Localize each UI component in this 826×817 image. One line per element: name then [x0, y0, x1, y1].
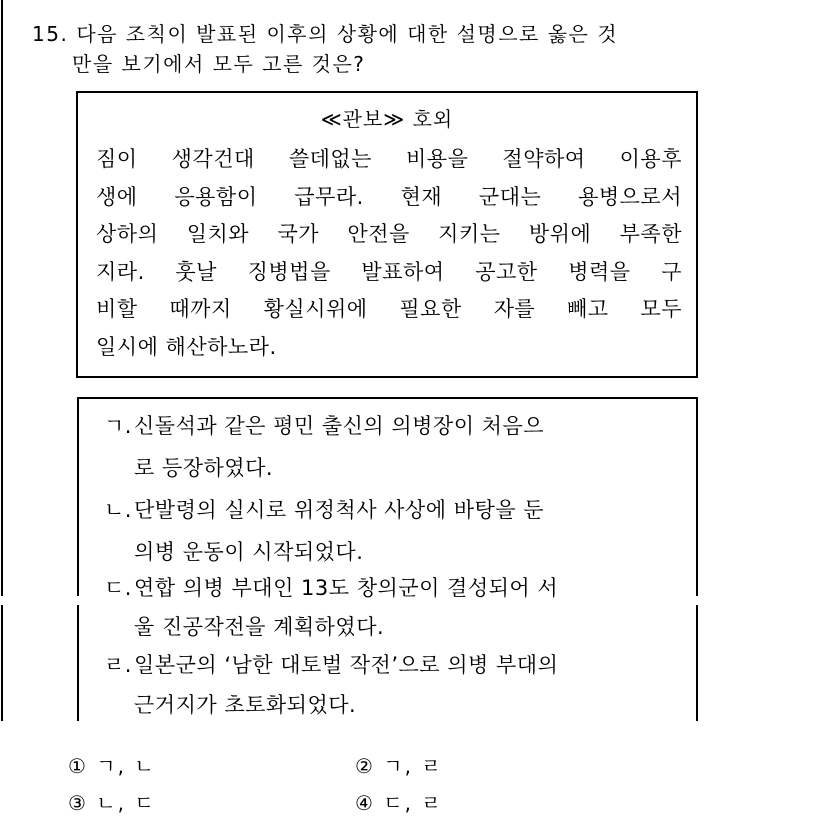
options-box-continued — [77, 605, 698, 721]
page-margin-line — [1, 605, 3, 721]
option-d-line-1 — [104, 649, 558, 679]
option-text: 연합 의병 부대인 13도 창의군이 결성되어 서 — [134, 576, 559, 600]
source-box — [76, 91, 698, 378]
option-b-line-2: 의병 운동이 시작되었다. — [134, 540, 364, 564]
question-stem-line-2: 만을 보기에서 모두 고른 것은? — [72, 52, 366, 76]
source-line: 일시에 해산하노라. — [96, 334, 277, 359]
option-marker: ㄹ. — [104, 653, 132, 677]
option-marker: ㄱ. — [104, 414, 132, 438]
answer-choice-2[interactable]: ② ㄱ, ㄹ — [355, 754, 443, 778]
option-text: 일본군의 ‘남한 대토벌 작전’으로 의병 부대의 — [134, 653, 559, 677]
answer-choice-3[interactable]: ③ ㄴ, ㄷ — [68, 791, 156, 815]
question-number: 15. — [32, 22, 69, 46]
option-marker: ㄷ. — [104, 576, 132, 600]
source-line: 상하의 일치와 국가 안전을 지키는 방위에 부족한 — [96, 222, 682, 246]
answer-choice-4[interactable]: ④ ㄷ, ㄹ — [355, 791, 443, 815]
source-title: ≪관보≫ 호외 — [320, 107, 454, 131]
option-c-line-1 — [104, 572, 558, 602]
question-stem-line-1 — [32, 18, 618, 47]
source-line: 지라. 훗날 징병법을 발표하여 공고한 병력을 구 — [96, 259, 682, 284]
source-text — [96, 141, 682, 366]
question-text: 다음 조칙이 발표된 이후의 상황에 대한 설명으로 옳은 것 — [76, 22, 619, 46]
option-a-line-1 — [104, 410, 544, 440]
option-d-line-2: 근거지가 초토화되었다. — [134, 693, 357, 717]
answer-choice-1[interactable]: ① ㄱ, ㄴ — [68, 754, 156, 778]
source-line: 생에 응용함이 급무라. 현재 군대는 용병으로서 — [96, 184, 682, 209]
option-marker: ㄴ. — [104, 498, 132, 522]
option-b-line-1 — [104, 494, 544, 524]
source-line: 짐이 생각건대 쓸데없는 비용을 절약하여 이용후 — [96, 147, 682, 171]
page-margin-line — [1, 0, 3, 596]
options-box — [77, 397, 698, 600]
option-text: 단발령의 실시로 위정척사 사상에 바탕을 둔 — [134, 498, 545, 522]
source-line: 비할 때까지 황실시위에 필요한 자를 빼고 모두 — [96, 297, 682, 321]
option-a-line-2: 로 등장하였다. — [134, 456, 274, 480]
option-text: 신돌석과 같은 평민 출신의 의병장이 처음으 — [134, 414, 545, 438]
option-c-line-2: 울 진공작전을 계획하였다. — [134, 615, 385, 639]
